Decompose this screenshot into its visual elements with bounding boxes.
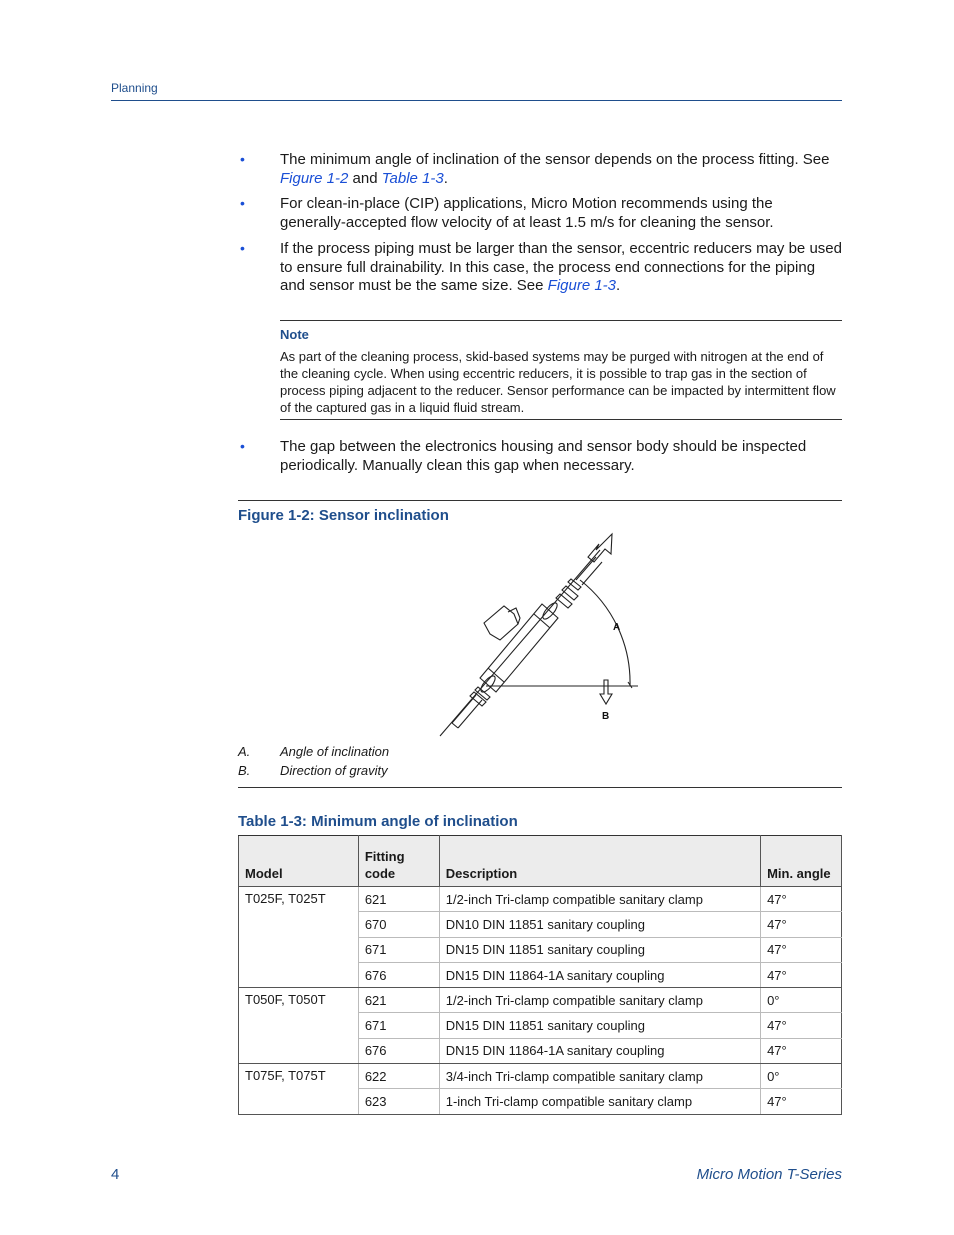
fitting-code-cell: 621	[358, 887, 439, 912]
fitting-code-cell: 622	[358, 1064, 439, 1089]
process-axis-line	[440, 550, 600, 736]
min-angle-table	[238, 835, 842, 1115]
fitting-code-cell: 671	[358, 937, 439, 962]
description-cell: DN15 DIN 11851 sanitary coupling	[439, 1013, 760, 1038]
table-row	[239, 988, 842, 1013]
header-min-angle: Min. angle	[761, 836, 842, 887]
bullet-text: .	[443, 169, 448, 187]
header-fitting-code	[358, 836, 439, 887]
section-header: Planning	[111, 81, 158, 95]
model-cell: T025F, T025T	[239, 887, 359, 988]
description-cell: DN15 DIN 11851 sanitary coupling	[439, 937, 760, 962]
bullet-marker: •	[240, 151, 245, 167]
note-text: As part of the cleaning process, skid-based systems may be purged with nitrogen at the end of the cleaning cycle. When using eccentric reducers, it is possible to trap gas in the section of process piping adjacent to the reducer. Sensor performance can be impacted by intermittent flow of the captured gas in a liquid fluid stream.	[280, 349, 836, 415]
angle-cell: 47°	[761, 1013, 842, 1038]
footer-doc-title: Micro Motion T-Series	[696, 1166, 842, 1183]
table-row	[239, 887, 842, 912]
table-1-3-link[interactable]: Table 1-3	[381, 169, 444, 187]
table-title: Table 1-3: Minimum angle of inclination	[238, 813, 518, 830]
bullet-marker: •	[240, 195, 245, 211]
fitting-code-cell: 676	[358, 1038, 439, 1063]
figure-1-2-link[interactable]: Figure 1-2	[280, 169, 349, 187]
legend-text-b: Direction of gravity	[280, 763, 388, 778]
label-b: B	[602, 711, 610, 722]
upper-tube	[576, 557, 602, 585]
angle-cell: 47°	[761, 937, 842, 962]
angle-cell: 47°	[761, 912, 842, 937]
gravity-arrow	[600, 680, 612, 704]
header-description: Description	[439, 836, 760, 887]
figure-top-rule	[238, 500, 842, 501]
legend-text-a: Angle of inclination	[280, 744, 390, 759]
fitting-code-cell: 671	[358, 1013, 439, 1038]
description-cell: 1/2-inch Tri-clamp compatible sanitary clamp	[439, 887, 760, 912]
bullet-item-reducers	[280, 240, 842, 296]
fitting-code-cell: 676	[358, 962, 439, 987]
legend-key-a: A.	[238, 744, 251, 759]
description-cell: DN15 DIN 11864-1A sanitary coupling	[439, 1038, 760, 1063]
header-model: Model	[239, 836, 359, 887]
angle-cell: 0°	[761, 988, 842, 1013]
figure-1-3-link[interactable]: Figure 1-3	[547, 277, 617, 294]
figure-title: Figure 1-2: Sensor inclination	[238, 507, 449, 524]
bullet-text: .	[616, 277, 621, 294]
header-fitting-line1: Fitting	[364, 849, 405, 864]
description-cell: DN15 DIN 11864-1A sanitary coupling	[439, 962, 760, 987]
model-cell: T075F, T075T	[239, 1064, 359, 1115]
page-number: 4	[111, 1166, 120, 1183]
angle-cell: 47°	[761, 1038, 842, 1063]
description-cell: 1/2-inch Tri-clamp compatible sanitary clamp	[439, 988, 760, 1013]
fitting-code-cell: 621	[358, 988, 439, 1013]
model-cell: T050F, T050T	[239, 988, 359, 1064]
description-cell: DN10 DIN 11851 sanitary coupling	[439, 912, 760, 937]
label-a: A	[613, 622, 621, 633]
angle-arc	[580, 580, 630, 686]
bullet-item-inclination	[280, 151, 842, 188]
bullet-marker: •	[240, 240, 245, 256]
upper-fitting	[556, 579, 581, 608]
header-rule	[111, 100, 842, 101]
angle-cell: 47°	[761, 1089, 842, 1114]
bullet-marker: •	[240, 438, 245, 454]
bullet-text: and	[348, 169, 382, 187]
fitting-code-cell: 670	[358, 912, 439, 937]
fitting-code-cell: 623	[358, 1089, 439, 1114]
note-box	[280, 320, 842, 420]
bullet-item-gap: The gap between the electronics housing and sensor body should be inspected periodically. Manually clean this gap when necessary.	[280, 438, 807, 474]
angle-cell: 47°	[761, 962, 842, 987]
table-row	[239, 1064, 842, 1089]
flow-direction-arrow	[588, 534, 612, 562]
note-title: Note	[280, 327, 309, 342]
angle-cell: 47°	[761, 887, 842, 912]
figure-bottom-rule	[238, 787, 842, 788]
description-cell: 3/4-inch Tri-clamp compatible sanitary clamp	[439, 1064, 760, 1089]
bullet-item-cip: For clean-in-place (CIP) applications, Micro Motion recommends using the generally-accepted flow velocity of at least 1.5 m/s for cleaning the sensor.	[280, 195, 774, 231]
angle-cell: 0°	[761, 1064, 842, 1089]
header-fitting-line2: code	[364, 866, 396, 881]
lower-tube	[452, 695, 482, 728]
bullet-text: The minimum angle of inclination of the sensor depends on the process fitting. See	[280, 151, 830, 168]
sensor-inclination-diagram	[400, 528, 660, 743]
bullet-text: If the process piping must be larger than the sensor, eccentric reducers may be used to ensure full drainability. In this case, the process end connections for the piping and sensor must be the same size. See	[280, 240, 842, 294]
description-cell: 1-inch Tri-clamp compatible sanitary clamp	[439, 1089, 760, 1114]
table-header-row	[239, 836, 842, 887]
electronics-housing	[484, 606, 518, 640]
legend-key-b: B.	[238, 763, 251, 778]
